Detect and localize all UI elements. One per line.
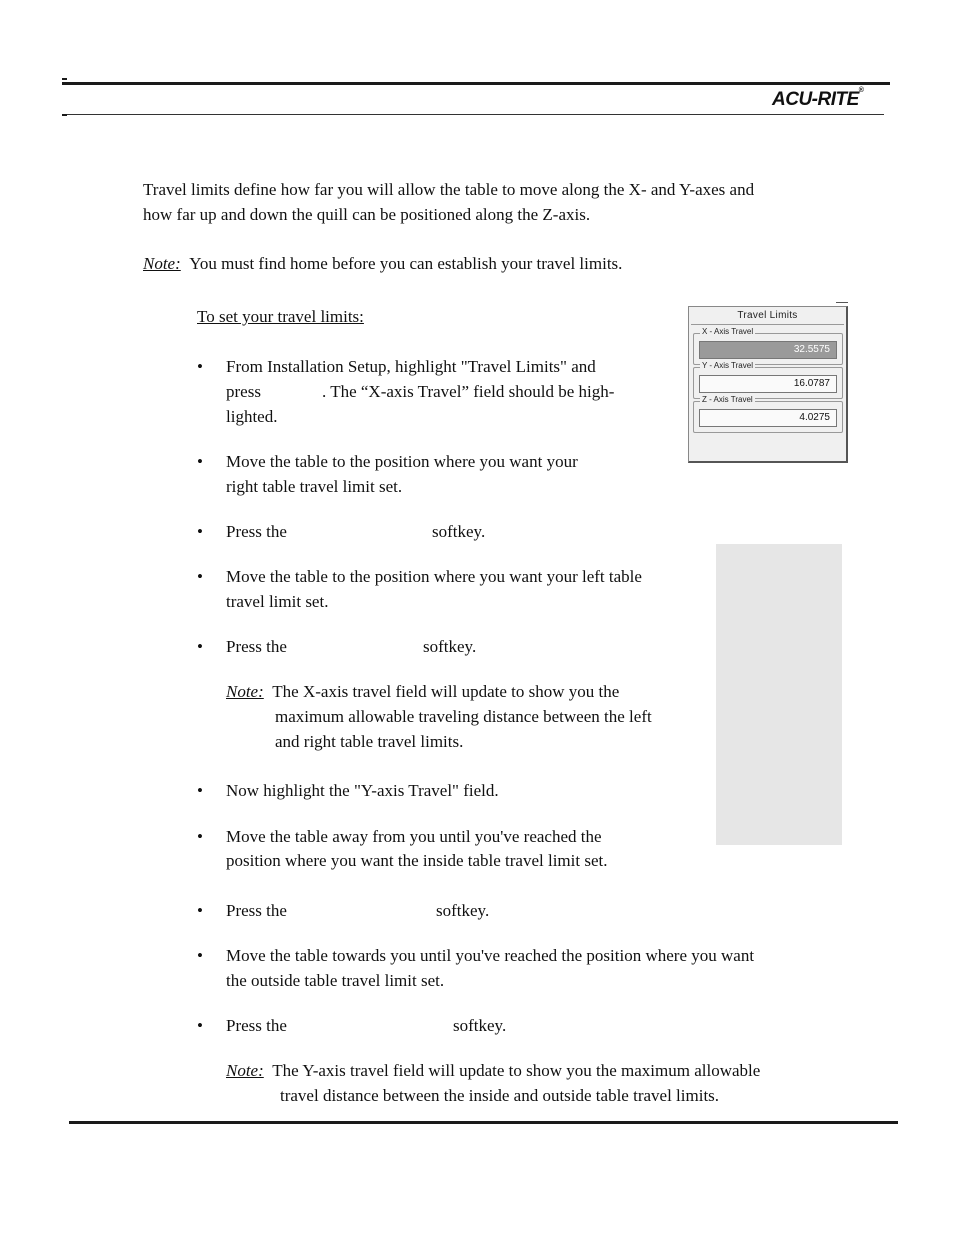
step-1-line-2b: . The “X-axis Travel” field should be high- [322,382,615,401]
note-3-line-2: travel distance between the inside and outside table travel limits. [280,1086,720,1105]
step-1-line-3: lighted. [226,407,278,426]
step-6-line-1: Now highlight the "Y-axis Travel" field. [226,781,499,800]
note-2-line-3: and right table travel limits. [275,732,464,751]
step-10-pre: Press the [226,1016,287,1035]
note-2-line-1 [226,679,619,704]
step-9-line-2: the outside table travel limit set. [226,971,445,990]
note-label: Note: [143,254,181,273]
step-5-post: softkey. [423,637,477,656]
x-axis-travel-label: X - Axis Travel [702,327,754,336]
note-text: You must find home before you can establish your travel limits. [189,254,623,273]
note-text: The X-axis travel field will update to show you the [272,682,620,701]
step-2-line-2: right table travel limit set. [226,477,403,496]
screen-title: Travel Limits [737,310,798,321]
procedure-title: To set your travel limits: [197,307,364,326]
step-2-line-1: Move the table to the position where you want your [226,452,578,471]
step-4-line-2: travel limit set. [226,592,329,611]
step-5-pre: Press the [226,637,287,656]
header-rule [62,82,890,85]
bullet: • [197,781,203,800]
intro-line-2: how far up and down the quill can be positioned along the Z-axis. [143,205,591,224]
note-label: Note: [226,682,264,701]
screen-divider [691,324,844,325]
header-tick-mark [62,78,67,80]
step-7-line-1: Move the table away from you until you've reached the [226,827,602,846]
z-axis-travel-label: Z - Axis Travel [702,395,753,404]
z-axis-travel-group [693,395,843,433]
x-axis-travel-field[interactable]: 32.5575 [699,341,837,359]
note-1 [143,251,622,276]
bullet: • [197,946,203,965]
brand-logo: ACU-RITE® [772,87,864,110]
footer-rule [69,1121,898,1124]
bullet: • [197,567,203,586]
step-9-line-1: Move the table towards you until you've reached the position where you want [226,946,755,965]
step-7-line-2: position where you want the inside table travel limit set. [226,851,608,870]
bullet: • [197,1016,203,1035]
step-10-post: softkey. [453,1016,507,1035]
bullet: • [197,452,203,471]
note-text: The Y-axis travel field will update to show you the maximum allowable [272,1061,761,1080]
step-3-post: softkey. [432,522,486,541]
travel-limits-screen [688,306,848,463]
sidebar-shade-box [716,544,842,845]
step-1-line-2a: press [226,382,261,401]
header-tick-mark [62,114,67,116]
step-3-pre: Press the [226,522,287,541]
step-8-post: softkey. [436,901,490,920]
step-4-line-1: Move the table to the position where you want your left table [226,567,642,586]
step-1-line-1: From Installation Setup, highlight "Travel Limits" and [226,357,596,376]
y-axis-travel-field[interactable]: 16.0787 [699,375,837,393]
bullet: • [197,357,203,376]
bullet: • [197,522,203,541]
step-8-pre: Press the [226,901,287,920]
header-subrule [62,114,884,115]
note-2-line-2: maximum allowable traveling distance between the left [275,707,652,726]
intro-line-1: Travel limits define how far you will allow the table to move along the X- and Y-axes and [143,180,755,199]
bullet: • [197,637,203,656]
note-3-line-1 [226,1058,760,1083]
bullet: • [197,827,203,846]
z-axis-travel-field[interactable]: 4.0275 [699,409,837,427]
bullet: • [197,901,203,920]
note-label: Note: [226,1061,264,1080]
y-axis-travel-label: Y - Axis Travel [702,361,753,370]
